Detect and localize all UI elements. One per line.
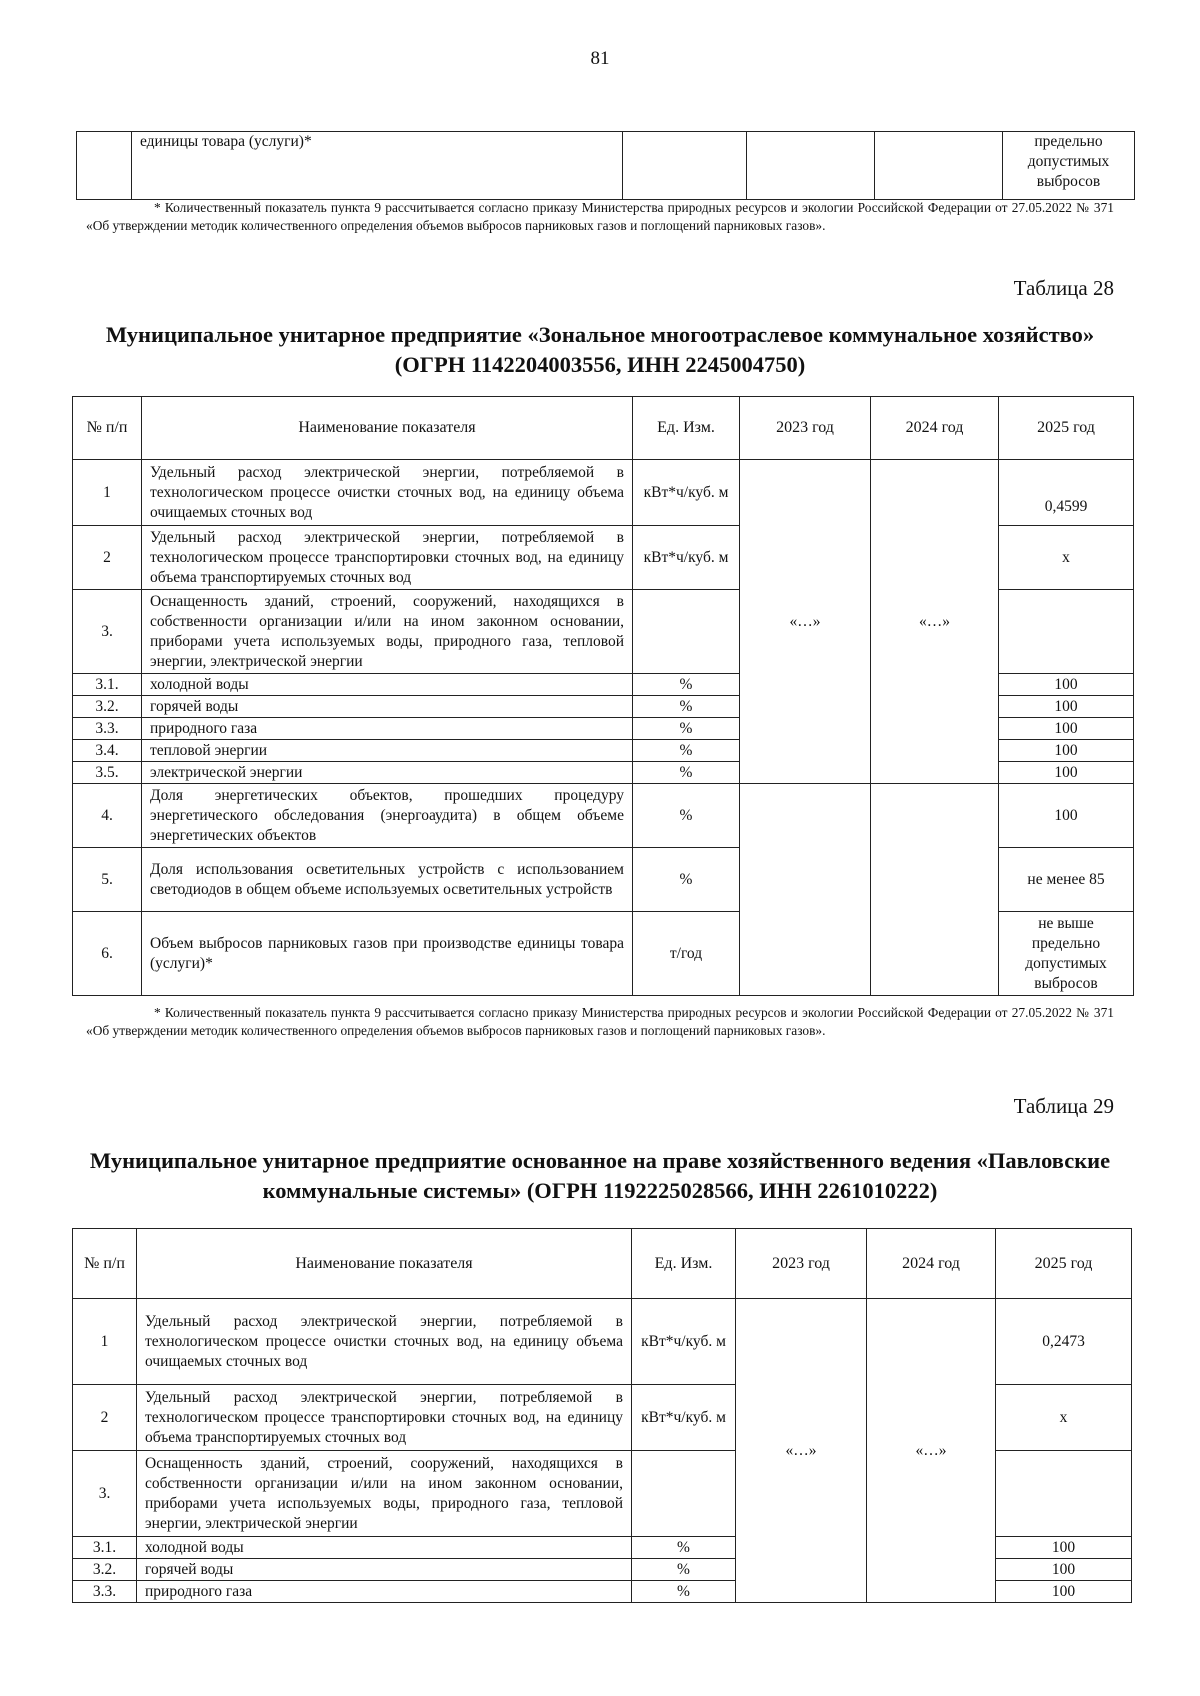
table-row: 3.1. холодной воды % 100 [73, 1537, 1132, 1559]
table-row: 3.3. природного газа % 100 [73, 1581, 1132, 1603]
top-fragment-table [76, 131, 1135, 200]
table29-label: Таблица 29 [1013, 1094, 1114, 1118]
header-2024: 2024 год [871, 397, 999, 460]
table-row: 3.2. горячей воды % 100 [73, 696, 1134, 718]
merged-2023: «…» [740, 460, 871, 784]
header-2025: 2025 год [999, 397, 1134, 460]
merged-2023: «…» [736, 1299, 867, 1603]
page-number: 81 [590, 48, 610, 69]
table28-header-row [73, 397, 1134, 460]
table28-title: Муниципальное унитарное предприятие «Зональное многоотраслевое коммунальное хозяйство» (ОГРН 1142204003556, ИНН 2245004750) [105, 322, 1095, 377]
table29-header-row [73, 1229, 1132, 1299]
header-unit: Ед. Изм. [633, 397, 740, 460]
header-2024: 2024 год [867, 1229, 996, 1299]
table29 [72, 1228, 1132, 1603]
table-row: 3.3. природного газа % 100 [73, 718, 1134, 740]
top-fragment-name: единицы товара (услуги)* [132, 132, 623, 200]
header-2023: 2023 год [740, 397, 871, 460]
table-row: 3. Оснащенность зданий, строений, сооружений, находящихся в собственности организации и/или на ином законном основании, приборами учета используемых воды, природного газа, тепловой энергии, электрической энергии [73, 1451, 1132, 1537]
header-unit: Ед. Изм. [632, 1229, 736, 1299]
table-row: 1 Удельный расход электрической энергии, потребляемой в технологическом процессе очистки сточных вод, на единицу объема очищаемых сточных вод кВт*ч/куб. м «…» «…» 0,2473 [73, 1299, 1132, 1385]
footnote-2: * Количественный показатель пункта 9 рассчитывается согласно приказу Министерства природных ресурсов и экологии Российской Федерации от 27.05.2022 № 371 «Об утверждении методик количественного определения объемов выбросов парниковых газов и поглощений парниковых газов». [86, 1005, 1114, 1038]
table-row: 3.5. электрической энергии % 100 [73, 762, 1134, 784]
header-2023: 2023 год [736, 1229, 867, 1299]
top-fragment-value: предельно допустимых выбросов [1003, 132, 1135, 200]
table-row: 2 Удельный расход электрической энергии, потребляемой в технологическом процессе транспортировки сточных вод, на единицу объема транспортируемых сточных вод кВт*ч/куб. м х [73, 1385, 1132, 1451]
table-row: 1 Удельный расход электрической энергии, потребляемой в технологическом процессе очистки сточных вод, на единицу объема очищаемых сточных вод кВт*ч/куб. м «…» «…» 0,4599 [73, 460, 1134, 526]
header-name: Наименование показателя [142, 397, 633, 460]
table29-title: Муниципальное унитарное предприятие основанное на праве хозяйственного ведения «Павловские коммунальные системы» (ОГРН 1192225028566, ИНН 2261010222) [89, 1148, 1111, 1203]
table-row: 3.1. холодной воды % 100 [73, 674, 1134, 696]
merged-2024: «…» [871, 460, 999, 784]
table28-label: Таблица 28 [1013, 276, 1114, 300]
table-row: 6. Объем выбросов парниковых газов при производстве единицы товара (услуги)* т/год не выше предельно допустимых выбросов [73, 912, 1134, 996]
header-2025: 2025 год [996, 1229, 1132, 1299]
table-row: 3. Оснащенность зданий, строений, сооружений, находящихся в собственности организации и/или на ином законном основании, приборами учета используемых воды, природного газа, тепловой энергии, электрической энергии [73, 590, 1134, 674]
merged-2024: «…» [867, 1299, 996, 1603]
table-row: 4. Доля энергетических объектов, прошедших процедуру энергетического обследования (энергоаудита) в общем объеме энергетических объектов % 100 [73, 784, 1134, 848]
table-row: 3.4. тепловой энергии % 100 [73, 740, 1134, 762]
table28 [72, 396, 1134, 996]
header-name: Наименование показателя [137, 1229, 632, 1299]
table-row: 2 Удельный расход электрической энергии, потребляемой в технологическом процессе транспортировки сточных вод, на единицу объема транспортируемых сточных вод кВт*ч/куб. м х [73, 526, 1134, 590]
footnote-1: * Количественный показатель пункта 9 рассчитывается согласно приказу Министерства природных ресурсов и экологии Российской Федерации от 27.05.2022 № 371 «Об утверждении методик количественного определения объемов выбросов парниковых газов и поглощений парниковых газов». [86, 200, 1114, 233]
table-row: 3.2. горячей воды % 100 [73, 1559, 1132, 1581]
header-num: № п/п [73, 1229, 137, 1299]
table-row: 5. Доля использования осветительных устройств с использованием светодиодов в общем объеме используемых осветительных устройств % не менее 85 [73, 848, 1134, 912]
header-num: № п/п [73, 397, 142, 460]
